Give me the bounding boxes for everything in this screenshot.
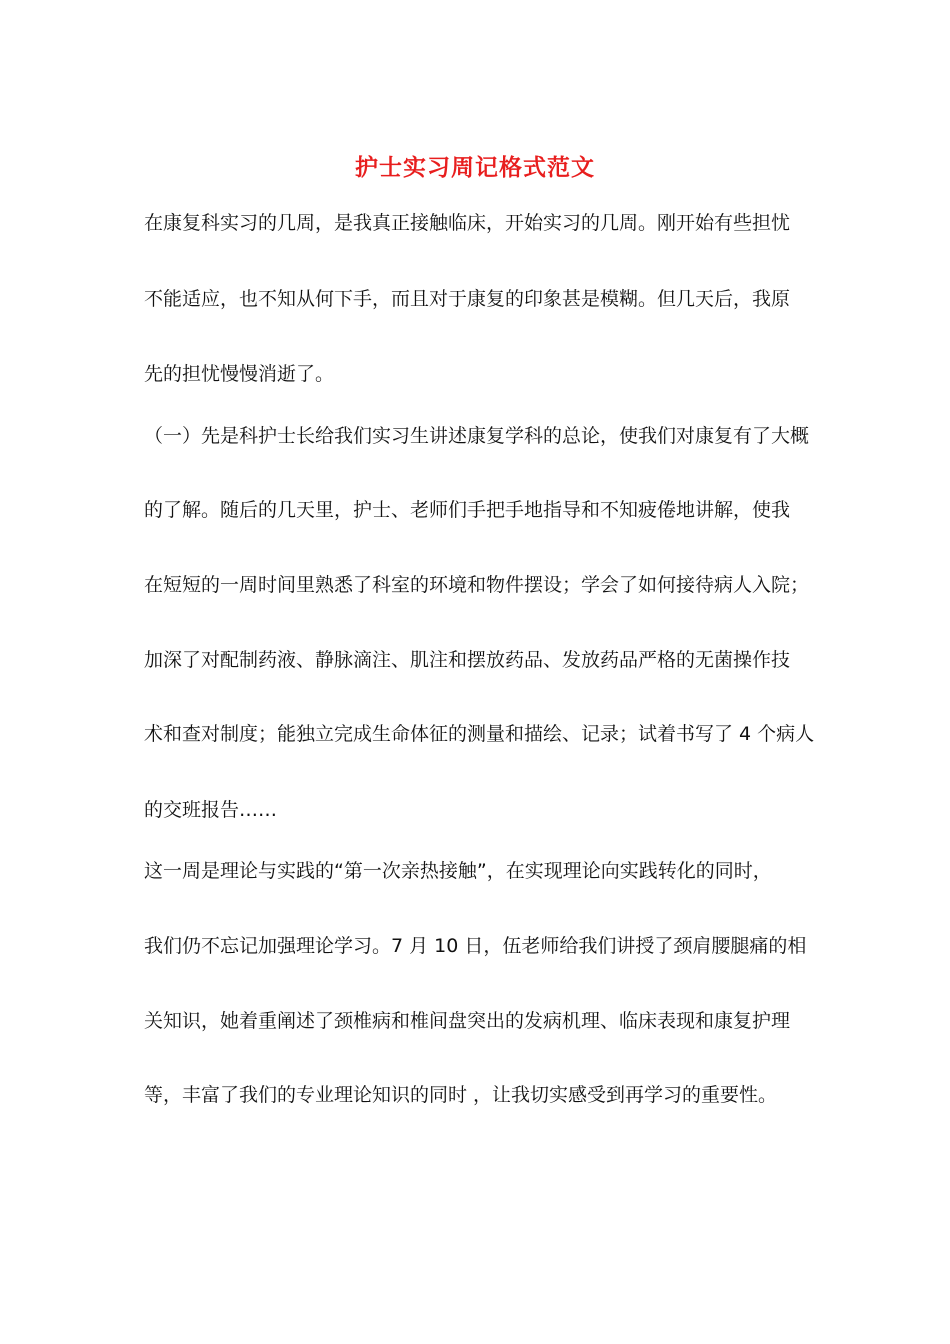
- body-line-2: 不能适应，也不知从何下手，而且对于康复的印象甚是模糊。但几天后，我原: [144, 288, 791, 310]
- body-line-7: 加深了对配制药液、静脉滴注、肌注和摆放药品、发放药品严格的无菌操作技: [144, 649, 791, 671]
- body-line-5: 的了解。随后的几天里，护士、老师们手把手地指导和不知疲倦地讲解，使我: [144, 499, 791, 521]
- body-line-1: 在康复科实习的几周，是我真正接触临床，开始实习的几周。刚开始有些担忧: [144, 212, 791, 234]
- body-line-10: 这一周是理论与实践的“第一次亲热接触”，在实现理论向实践转化的同时，: [144, 860, 772, 882]
- body-line-8: 术和查对制度；能独立完成生命体征的测量和描绘、记录；试着书写了 4 个病人: [144, 723, 815, 745]
- body-line-3: 先的担忧慢慢消逝了。: [144, 363, 335, 385]
- body-line-12: 关知识，她着重阐述了颈椎病和椎间盘突出的发病机理、临床表现和康复护理: [144, 1010, 791, 1032]
- body-line-13: 等，丰富了我们的专业理论知识的同时 ，让我切实感受到再学习的重要性。: [144, 1084, 778, 1106]
- document-title: 护士实习周记格式范文: [355, 154, 595, 181]
- body-line-6: 在短短的一周时间里熟悉了科室的环境和物件摆设；学会了如何接待病人入院；: [144, 574, 810, 596]
- body-line-9: 的交班报告……: [144, 799, 278, 821]
- body-line-11: 我们仍不忘记加强理论学习。7 月 10 日，伍老师给我们讲授了颈肩腰腿痛的相: [144, 935, 807, 957]
- body-line-4: （一）先是科护士长给我们实习生讲述康复学科的总论，使我们对康复有了大概: [144, 425, 810, 447]
